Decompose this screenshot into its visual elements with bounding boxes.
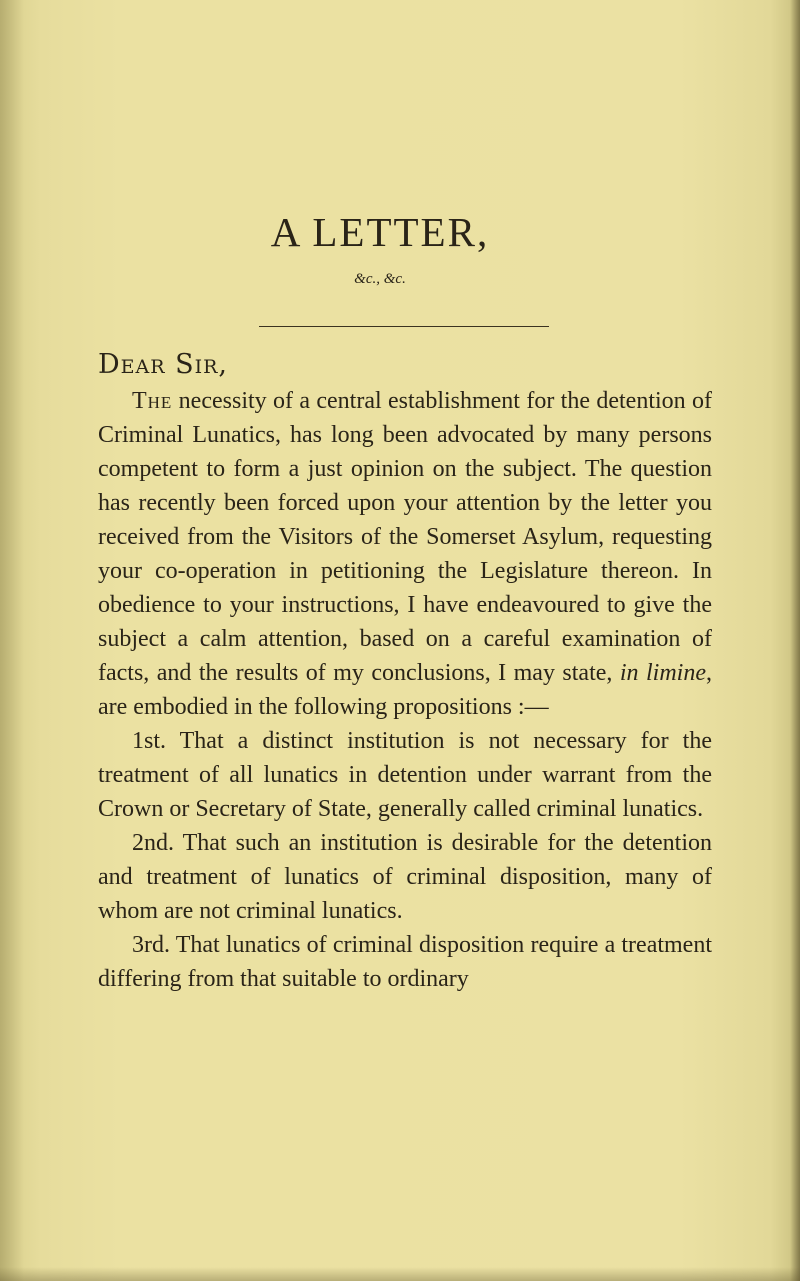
paragraph-text-after-italic: , are embodied in the following propositions :— — [98, 660, 712, 720]
letter-title: A LETTER, — [270, 209, 490, 255]
letter-subtitle: &c., &c. — [354, 271, 406, 287]
proposition-2: 2nd. That such an institution is desirable for the detention and treatment of lunatics of criminal disposition, many of whom are not criminal lunatics. — [98, 830, 712, 924]
proposition-3: 3rd. That lunatics of criminal disposition require a treatment differing from that suitable to ordinary — [98, 932, 712, 992]
paragraph-intro — [98, 384, 712, 724]
title-rule — [259, 326, 549, 327]
salutation: Dear Sir, — [98, 349, 229, 380]
paragraph-italic-phrase: in limine — [619, 660, 706, 686]
paragraph-lead-word: The — [132, 388, 173, 414]
body-text — [98, 384, 712, 996]
page-bottom-shadow — [0, 1267, 800, 1281]
paragraph-text-before-italic: necessity of a central establishment for the detention of Criminal Lunatics, has long been advocated by many persons competent to form a just opinion on the subject. The question has recently been forced upon your attention by the letter you received from the Visitors of the Somerset Asylum, requesting your co-operation in petitioning the Legislature thereon. In obedience to your instructions, I have endeavoured to give the subject a calm attention, based on a careful examination of facts, and the results of my conclusions, I may state, — [98, 388, 712, 686]
page-gutter-shadow — [0, 0, 24, 1281]
page-edge-shadow — [790, 0, 800, 1281]
proposition-1: 1st. That a distinct institution is not necessary for the treatment of all lunatics in detention under warrant from the Crown or Secretary of State, generally called criminal lunatics. — [98, 728, 712, 822]
